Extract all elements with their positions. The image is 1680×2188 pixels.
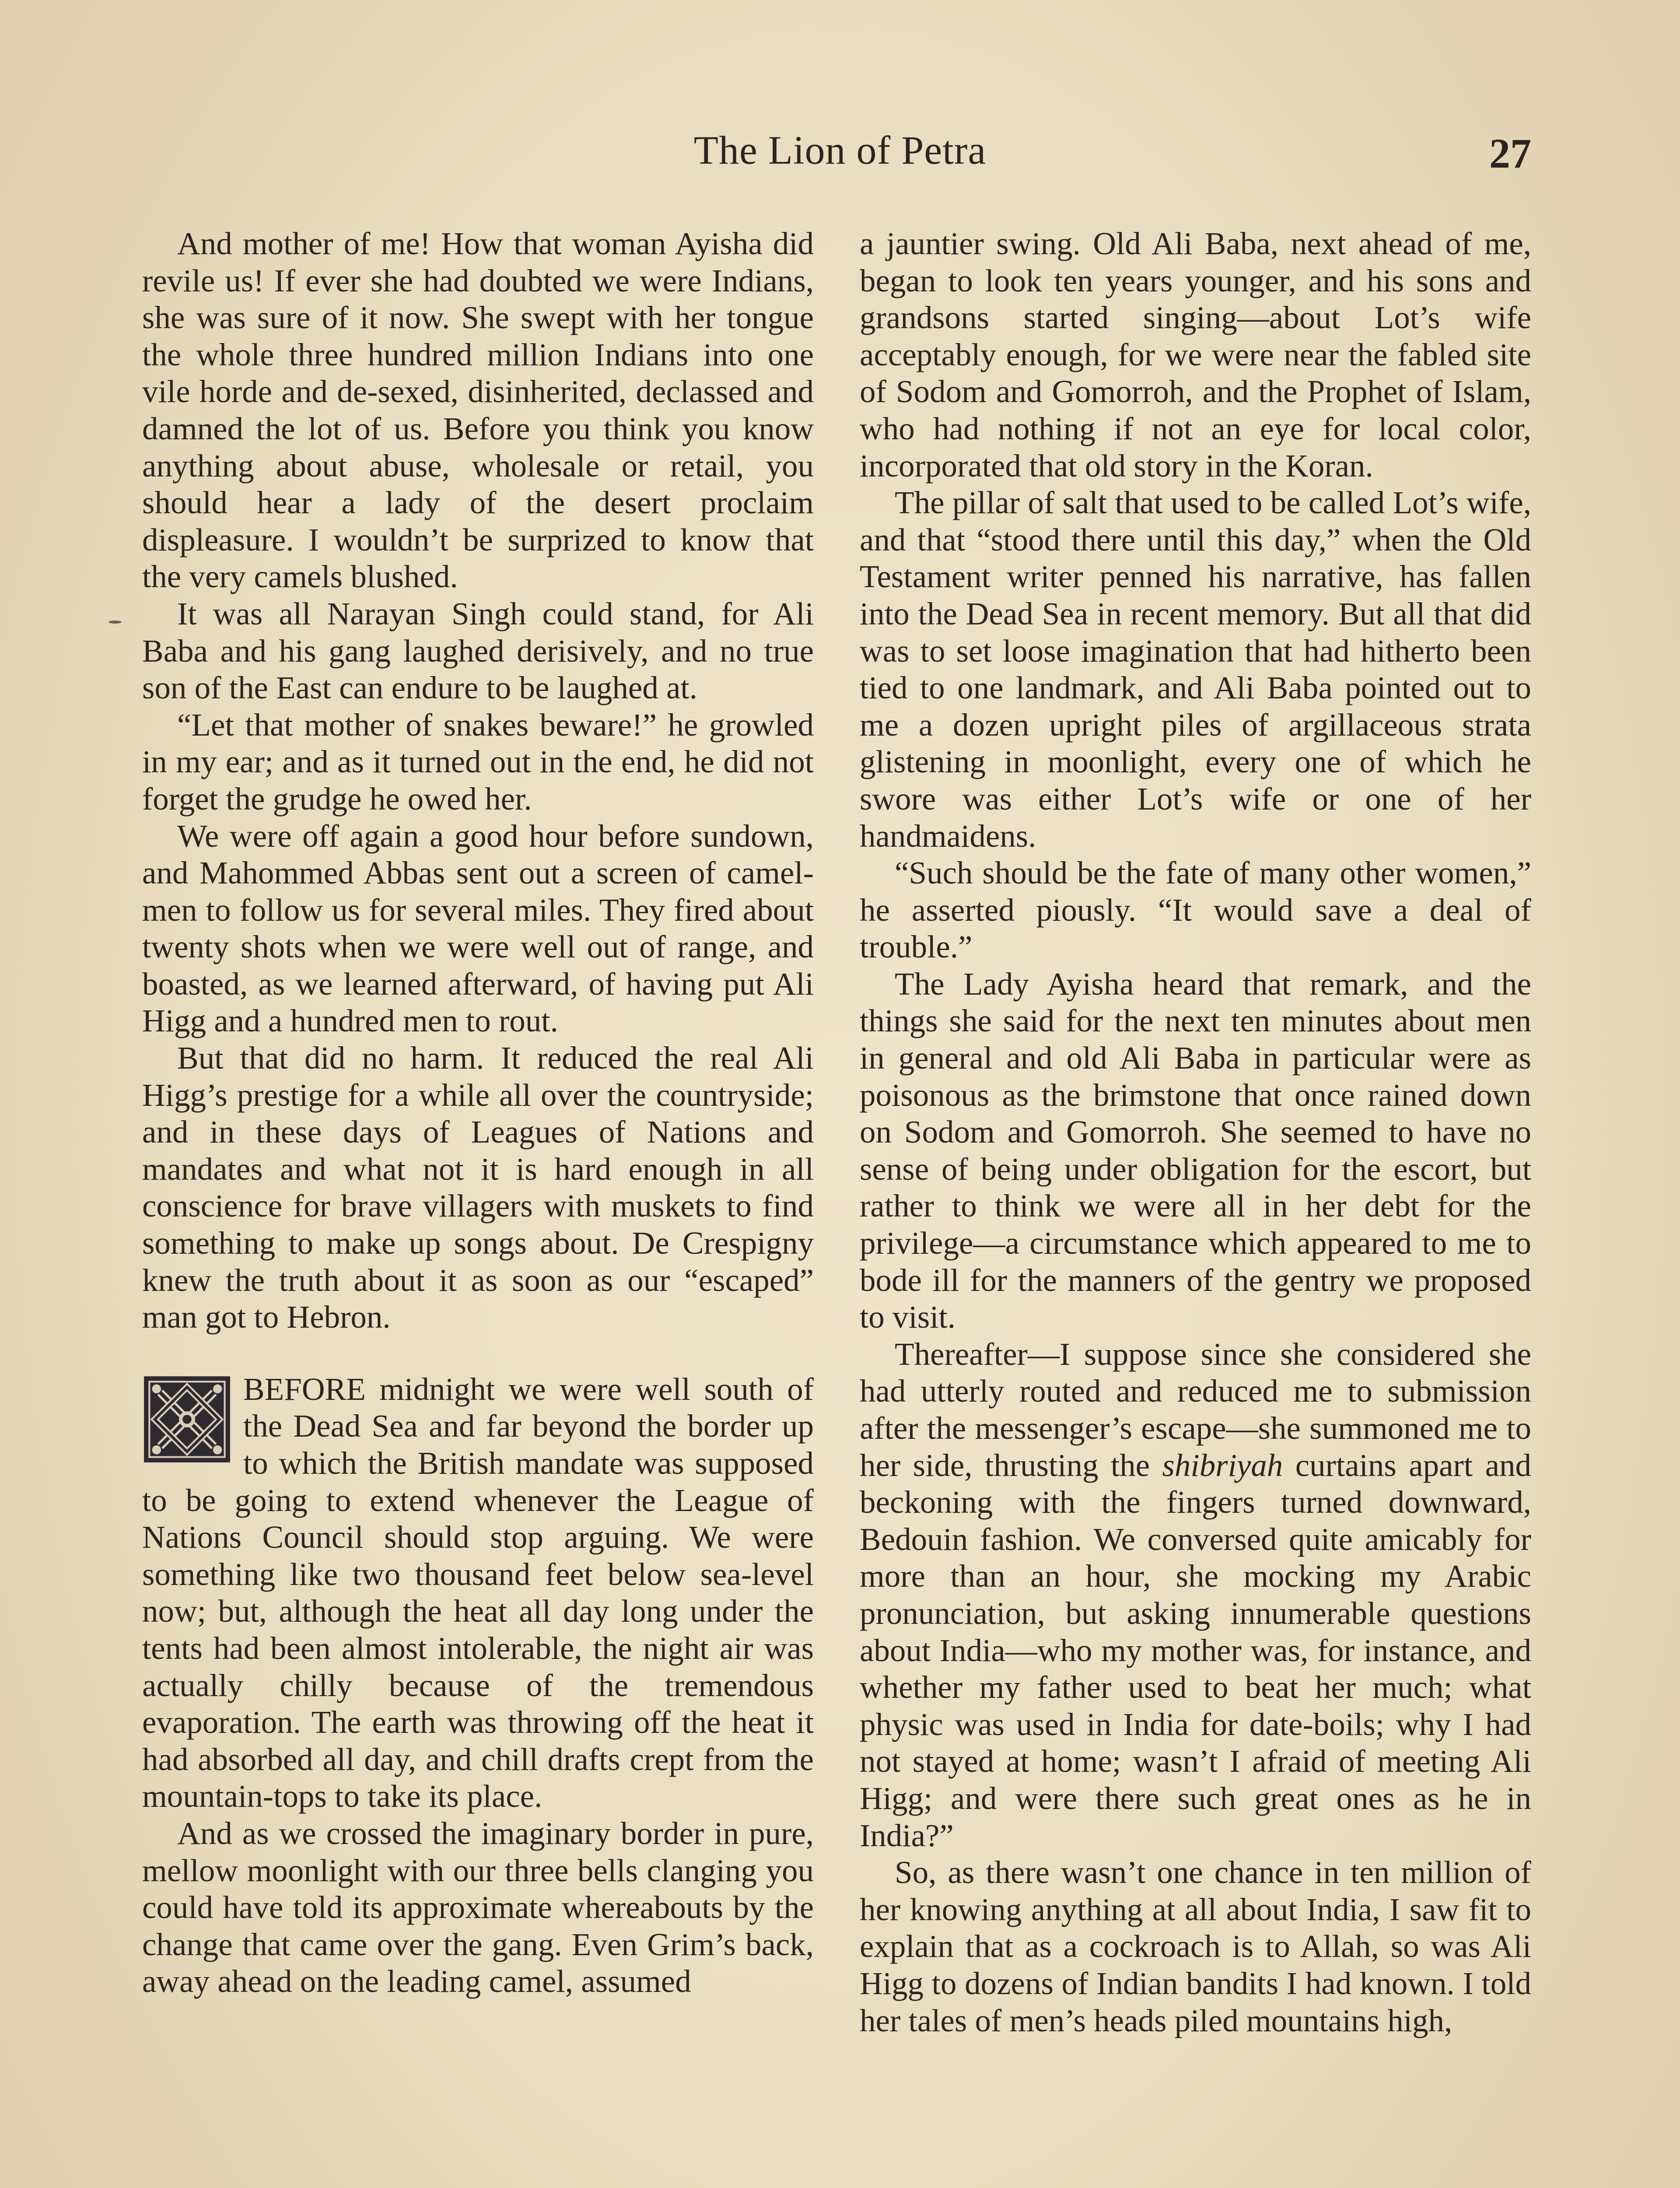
paragraph: “Such should be the fate of many other women,” he asserted piously. “It would save a deal of trouble.” bbox=[860, 855, 1531, 965]
paragraph-text: curtains apart and beckoning with the fingers turned downward, Bedouin fashion. We conversed quite amicably for more than an hour, she mocking my Arabic pronunciation, but asking innumerable questions about India—who my mother was, for instance, and whether my father used to beat her much; what physic was used in India for date-boils; why I had not stayed at home; wasn’t I afraid of meeting Ali Higg; and were there such great ones as he in India?” bbox=[860, 1447, 1531, 1853]
paragraph-text: Thereafter—I suppose since she considered she had utterly routed and reduced me to submission after the messenger’s escape—she summoned me to her side, thrusting the bbox=[860, 1336, 1531, 1483]
paragraph: And as we crossed the imaginary border in pure, mellow moonlight with our three bells clanging you could have told its approximate whereabouts by the change that came over the gang. Even Grim’s back, away ahead on the leading camel, assumed bbox=[142, 1815, 814, 1999]
paragraph: The pillar of salt that used to be called Lot’s wife, and that “stood there until this day,” when the Old Testament writer penned his narrative, has fallen into the Dead Sea in recent memory. But all that did was to set loose imagination that had hitherto been tied to one landmark, and Ali Baba pointed out to me a dozen upright piles of argillaceous strata glistening in moonlight, every one of which he swore was either Lot’s wife or one of her handmaidens. bbox=[860, 485, 1531, 854]
paragraph: And mother of me! How that woman Ayisha did revile us! If ever she had doubted we were Indians, she was sure of it now. She swept with her tongue the whole three hundred million Indians into one vile horde and de-sexed, disinherited, declassed and damned the lot of us. Before you think you know anything about abuse, wholesale or retail, you should hear a lady of the desert proclaim displeasure. I wouldn’t be surprized to know that the very camels blushed. bbox=[142, 226, 814, 595]
paragraph: But that did no harm. It reduced the real Ali Higg’s prestige for a while all over the countryside; and in these days of Leagues of Nations and mandates and what not it is hard enough in all conscience for brave villagers with muskets to find something to make up songs about. De Crespigny knew the truth about it as soon as our “escaped” man got to Hebron. bbox=[142, 1040, 814, 1335]
page-smudge bbox=[108, 621, 122, 624]
paragraph: It was all Narayan Singh could stand, for Ali Baba and his gang laughed derisively, and no true son of the East can endure to be laughed at. bbox=[142, 596, 814, 706]
celtic-knot-ornament-icon bbox=[142, 1375, 232, 1464]
paragraph bbox=[860, 1336, 1531, 1854]
paragraph-text: BEFORE midnight we were well south of the Dead Sea and far beyond the border up to which the British mandate was supposed to be going to extend whenever the League of Nations Council should stop arguing. We were something like two thousand feet below sea-level now; but, although the heat all day long under the tents had been almost intolerable, the night air was actually chilly because of the tremendous evaporation. The earth was throwing off the heat it had absorbed all day, and chill drafts crept from the mountain-tops to take its place. bbox=[142, 1371, 814, 1814]
left-text-column bbox=[142, 225, 814, 2000]
right-text-column bbox=[860, 225, 1531, 2039]
paragraph: a jauntier swing. Old Ali Baba, next ahead of me, began to look ten years younger, and his sons and grandsons started singing—about Lot’s wife acceptably enough, for we were near the fabled site of Sodom and Gomorroh, and the Prophet of Islam, who had nothing if not an eye for local color, incorporated that old story in the Koran. bbox=[860, 226, 1531, 484]
page-number: 27 bbox=[1489, 130, 1531, 177]
paragraph: So, as there wasn’t one chance in ten million of her knowing anything at all about India, I saw fit to explain that as a cockroach is to Allah, so was Ali Higg to dozens of Indian bandits I had known. I told her tales of men’s heads piled mountains high, bbox=[860, 1855, 1531, 2038]
paragraph: We were off again a good hour before sundown, and Mahommed Abbas sent out a screen of camel-men to follow us for several miles. They fired about twenty shots when we were well out of range, and boasted, as we learned afterward, of having put Ali Higg and a hundred men to rout. bbox=[142, 818, 814, 1039]
italic-word: shibriyah bbox=[1162, 1447, 1283, 1483]
paragraph: The Lady Ayisha heard that remark, and the things she said for the next ten minutes about men in general and old Ali Baba in particular were as poisonous as the brimstone that once rained down on Sodom and Gomorroh. She seemed to have no sense of being under obligation for the escort, but rather to think we were all in her debt for the privilege—a circumstance which appeared to me to bode ill for the manners of the gentry we proposed to visit. bbox=[860, 966, 1531, 1335]
running-head-title: The Lion of Petra bbox=[693, 128, 987, 172]
section-opening-paragraph bbox=[142, 1371, 814, 1815]
paragraph: “Let that mother of snakes beware!” he growled in my ear; and as it turned out in the end, he did not forget the grudge he owed her. bbox=[142, 707, 814, 817]
